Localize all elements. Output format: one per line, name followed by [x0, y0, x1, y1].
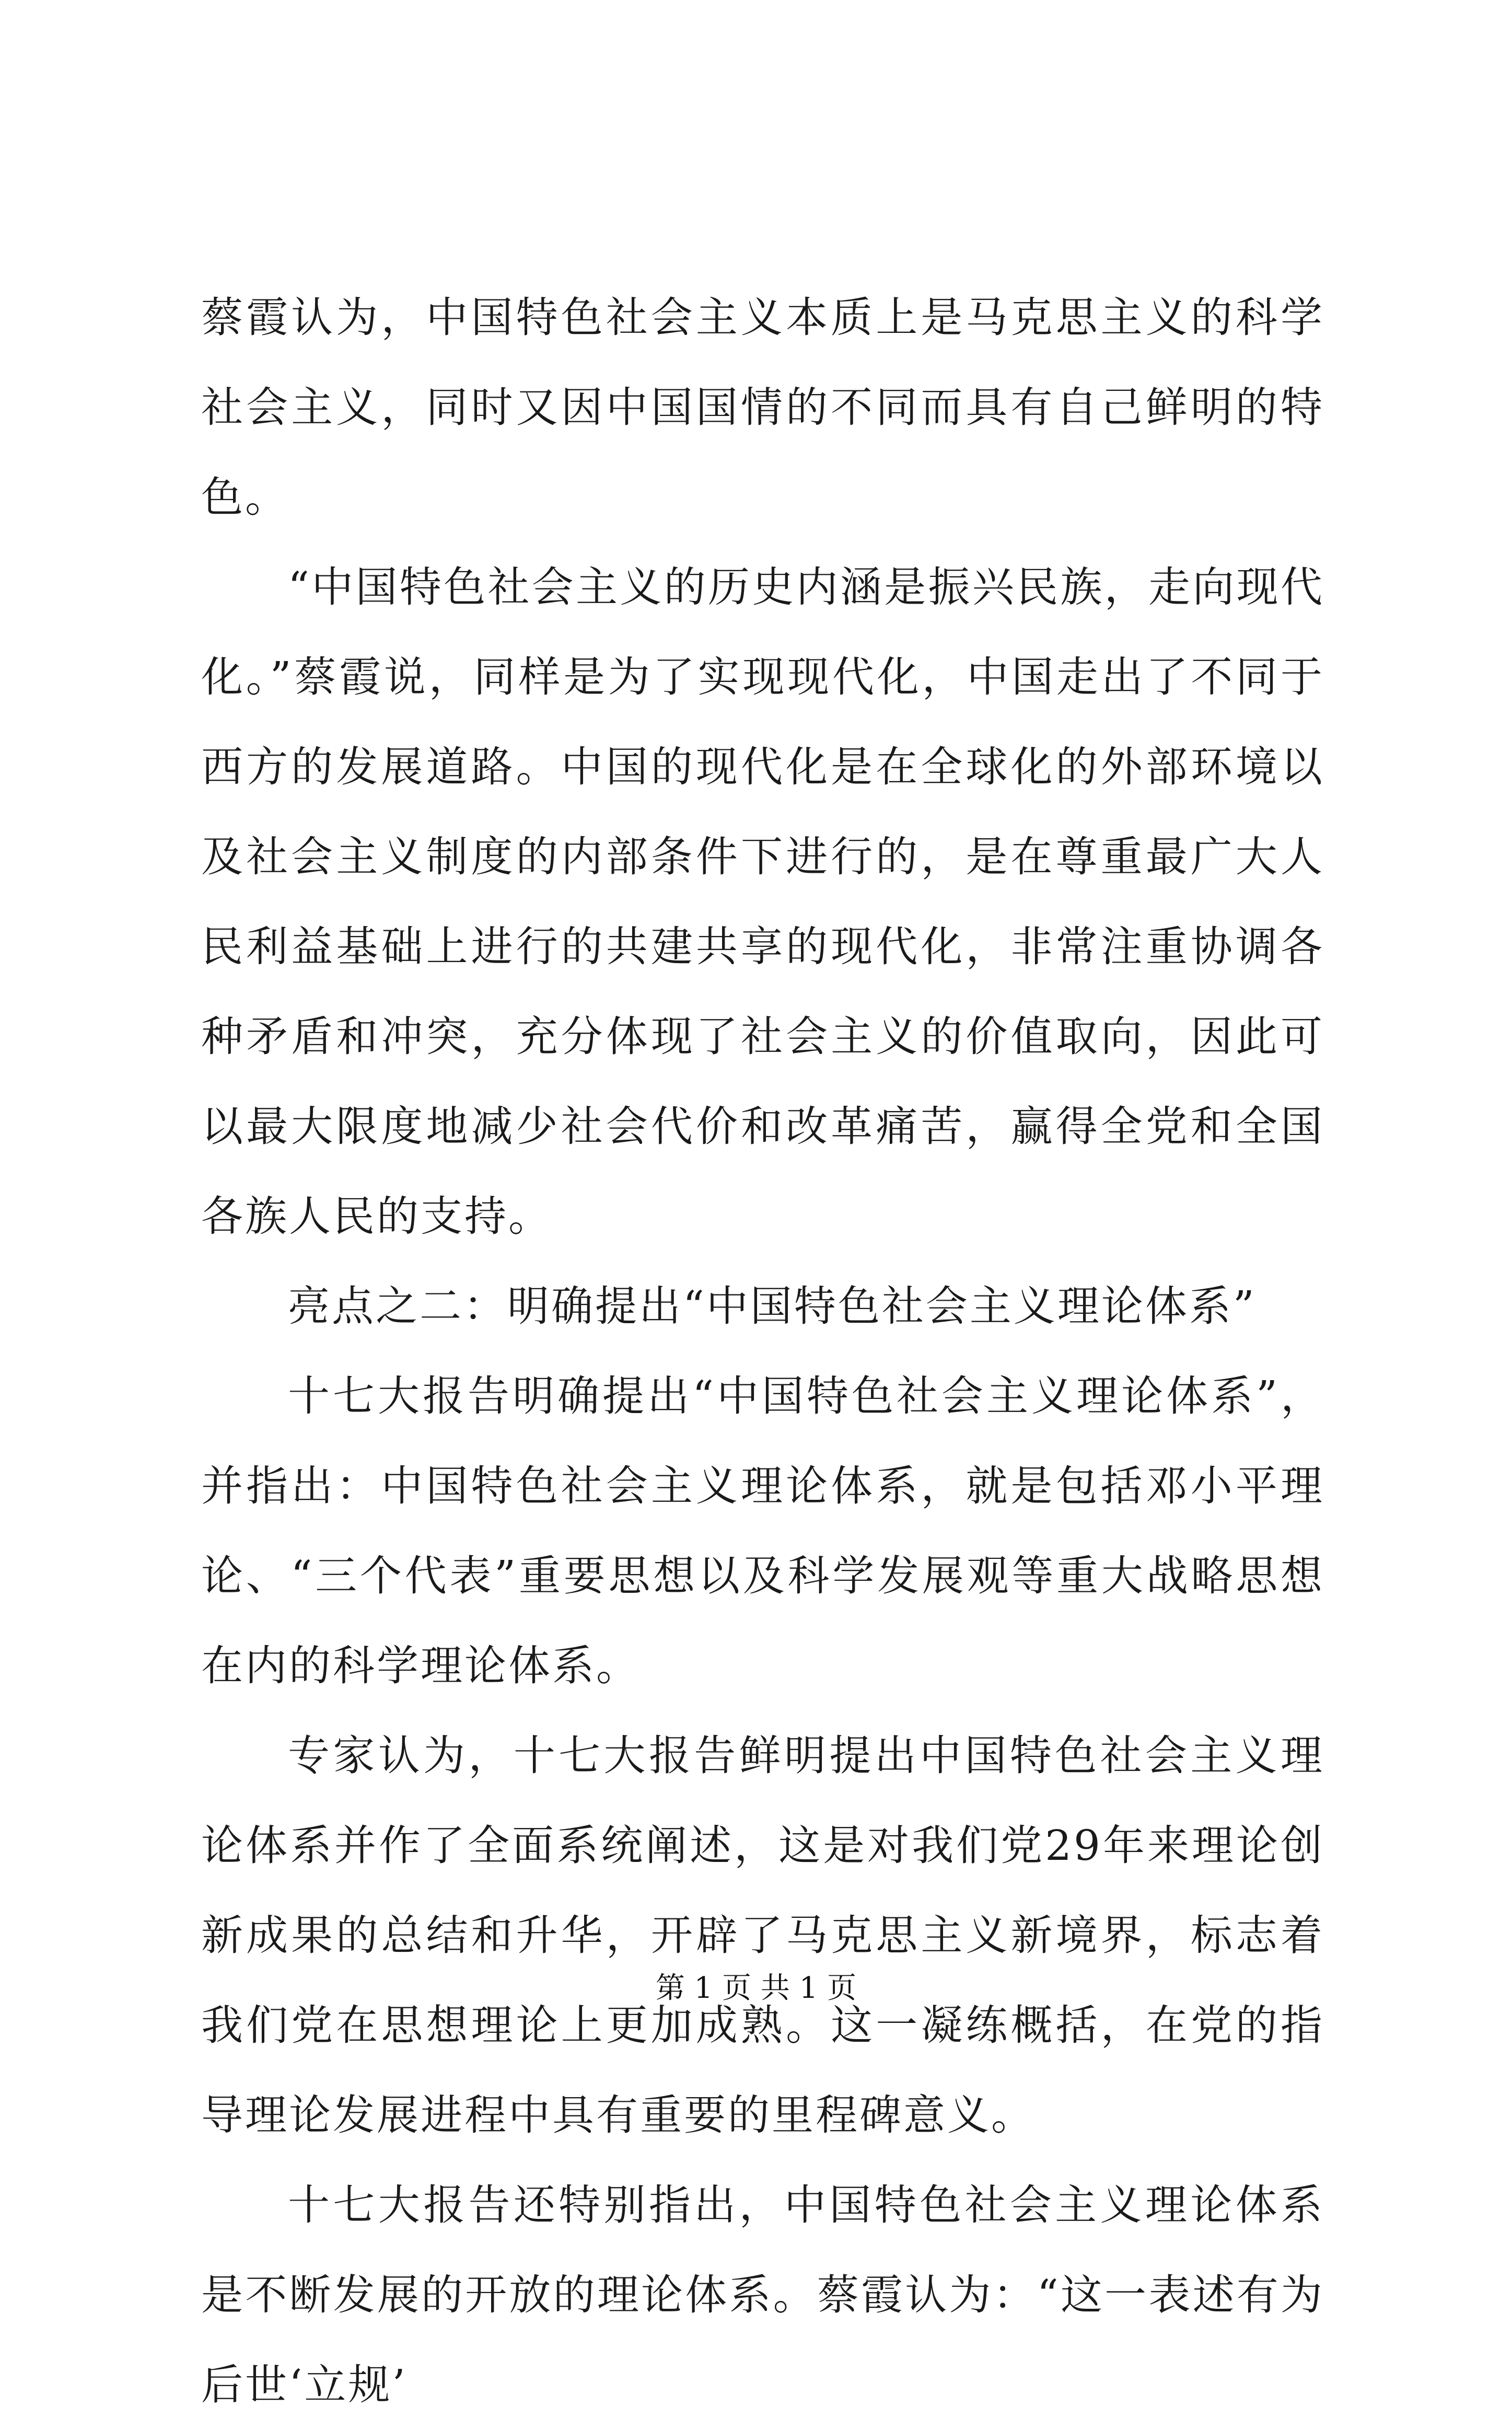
- page-footer: 第 1 页 共 1 页: [655, 1971, 857, 2005]
- paragraph-3: 十七大报告明确提出“中国特色社会主义理论体系”，并指出：中国特色社会主义理论体系，就是包括邓小平理论、“三个代表”重要思想以及科学发展观等重大战略思想在内的科学理论体系。: [201, 1372, 1324, 1690]
- paragraph-2: “中国特色社会主义的历史内涵是振兴民族，走向现代化。”蔡霞说，同样是为了实现现代化，中国走出了不同于西方的发展道路。中国的现代化是在全球化的外部环境以及社会主义制度的内部条件下进行的，是在尊重最广大人民利益基础上进行的共建共享的现代化，非常注重协调各种矛盾和冲突，充分体现了社会主义的价值取向，因此可以最大限度地减少社会代价和改革痛苦，赢得全党和全国各族人民的支持。: [201, 563, 1324, 1241]
- paragraph-1: 蔡霞认为，中国特色社会主义本质上是马克思主义的科学社会主义，同时又因中国国情的不同而具有自己鲜明的特色。: [201, 293, 1324, 522]
- document-body: [201, 273, 1324, 2430]
- paragraph-5: 十七大报告还特别指出，中国特色社会主义理论体系是不断发展的开放的理论体系。蔡霞认为：“这一表述有为后世‘立规’: [201, 2181, 1324, 2409]
- paragraph-4: 专家认为，十七大报告鲜明提出中国特色社会主义理论体系并作了全面系统阐述，这是对我们党29年来理论创新成果的总结和升华，开辟了马克思主义新境界，标志着我们党在思想理论上更加成熟。这一凝练概括，在党的指导理论发展进程中具有重要的里程碑意义。: [201, 1731, 1324, 2139]
- section-heading: 亮点之二：明确提出“中国特色社会主义理论体系”: [288, 1282, 1257, 1330]
